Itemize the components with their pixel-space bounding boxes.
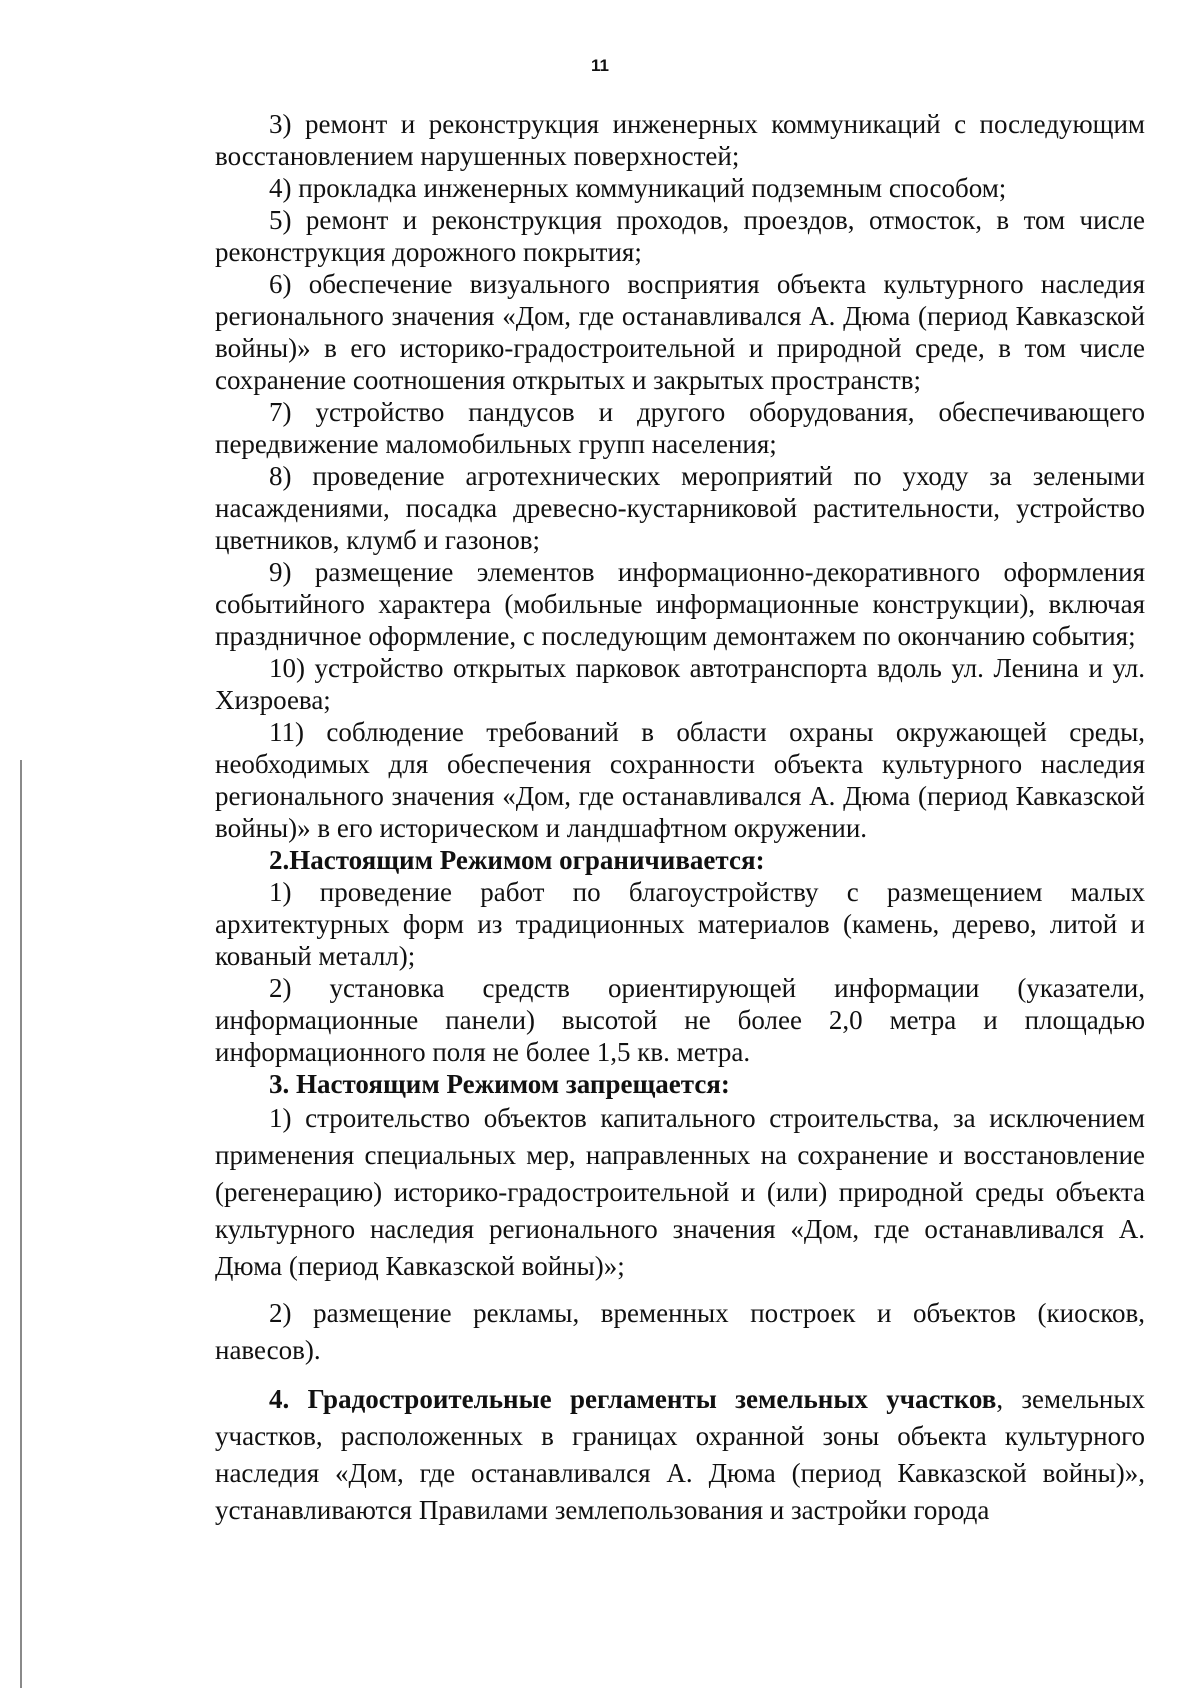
- section-4-text: , земельных участков, расположенных в границах охранной зоны объекта культурного наследия «Дом, где останавливался А. Дюма (период Кавказской войны)», устанавливаются Правилами землепользования и застройки города: [215, 1384, 1145, 1525]
- list-item: 4) прокладка инженерных коммуникаций подземным способом;: [269, 173, 1007, 203]
- section-4-paragraph: [215, 1381, 1145, 1529]
- list-item: 5) ремонт и реконструкция проходов, проездов, отмосток, в том числе реконструкция дорожного покрытия;: [215, 205, 1145, 267]
- section-3-heading: 3. Настоящим Режимом запрещается:: [269, 1069, 730, 1099]
- list-item: 1) проведение работ по благоустройству с размещением малых архитектурных форм из традиционных материалов (камень, дерево, литой и кованый металл);: [215, 877, 1145, 971]
- section-4-heading: 4. Градостроительные регламенты земельных участков: [269, 1384, 997, 1414]
- list-item: 3) ремонт и реконструкция инженерных коммуникаций с последующим восстановлением нарушенных поверхностей;: [215, 109, 1145, 171]
- list-item: 2) размещение рекламы, временных построек и объектов (киосков, навесов).: [215, 1298, 1145, 1365]
- list-item: 2) установка средств ориентирующей информации (указатели, информационные панели) высотой не более 2,0 метра и площадью информационного поля не более 1,5 кв. метра.: [215, 973, 1145, 1067]
- scan-edge-line: [20, 760, 22, 1688]
- list-item: 9) размещение элементов информационно-декоративного оформления событийного характера (мобильные информационные конструкции), включая праздничное оформление, с последующим демонтажем по окончанию события;: [215, 557, 1145, 651]
- list-item: 1) строительство объектов капитального строительства, за исключением применения специальных мер, направленных на сохранение и восстановление (регенерацию) историко-градостроительной и (или) природной среды объекта культурного наследия регионального значения «Дом, где останавливался А. Дюма (период Кавказской войны)»;: [215, 1103, 1145, 1281]
- list-item: 10) устройство открытых парковок автотранспорта вдоль ул. Ленина и ул. Хизроева;: [215, 653, 1145, 715]
- list-item: 6) обеспечение визуального восприятия объекта культурного наследия регионального значения «Дом, где останавливался А. Дюма (период Кавказской войны)» в его историко-градостроительной и природной среде, в том числе сохранение соотношения открытых и закрытых пространств;: [215, 269, 1145, 395]
- section-heading: [215, 844, 1145, 876]
- document-body: [215, 108, 1145, 1529]
- list-item: 8) проведение агротехнических мероприятий по уходу за зелеными насаждениями, посадка древесно-кустарниковой растительности, устройство цветников, клумб и газонов;: [215, 461, 1145, 555]
- list-item: 7) устройство пандусов и другого оборудования, обеспечивающего передвижение маломобильных групп населения;: [215, 397, 1145, 459]
- section-2-heading: 2.Настоящим Режимом ограничивается:: [269, 845, 765, 875]
- list-item: 11) соблюдение требований в области охраны окружающей среды, необходимых для обеспечения сохранности объекта культурного наследия регионального значения «Дом, где останавливался А. Дюма (период Кавказской войны)» в его историческом и ландшафтном окружении.: [215, 717, 1145, 843]
- section-heading: [215, 1068, 1145, 1100]
- page-number: 11: [591, 56, 609, 75]
